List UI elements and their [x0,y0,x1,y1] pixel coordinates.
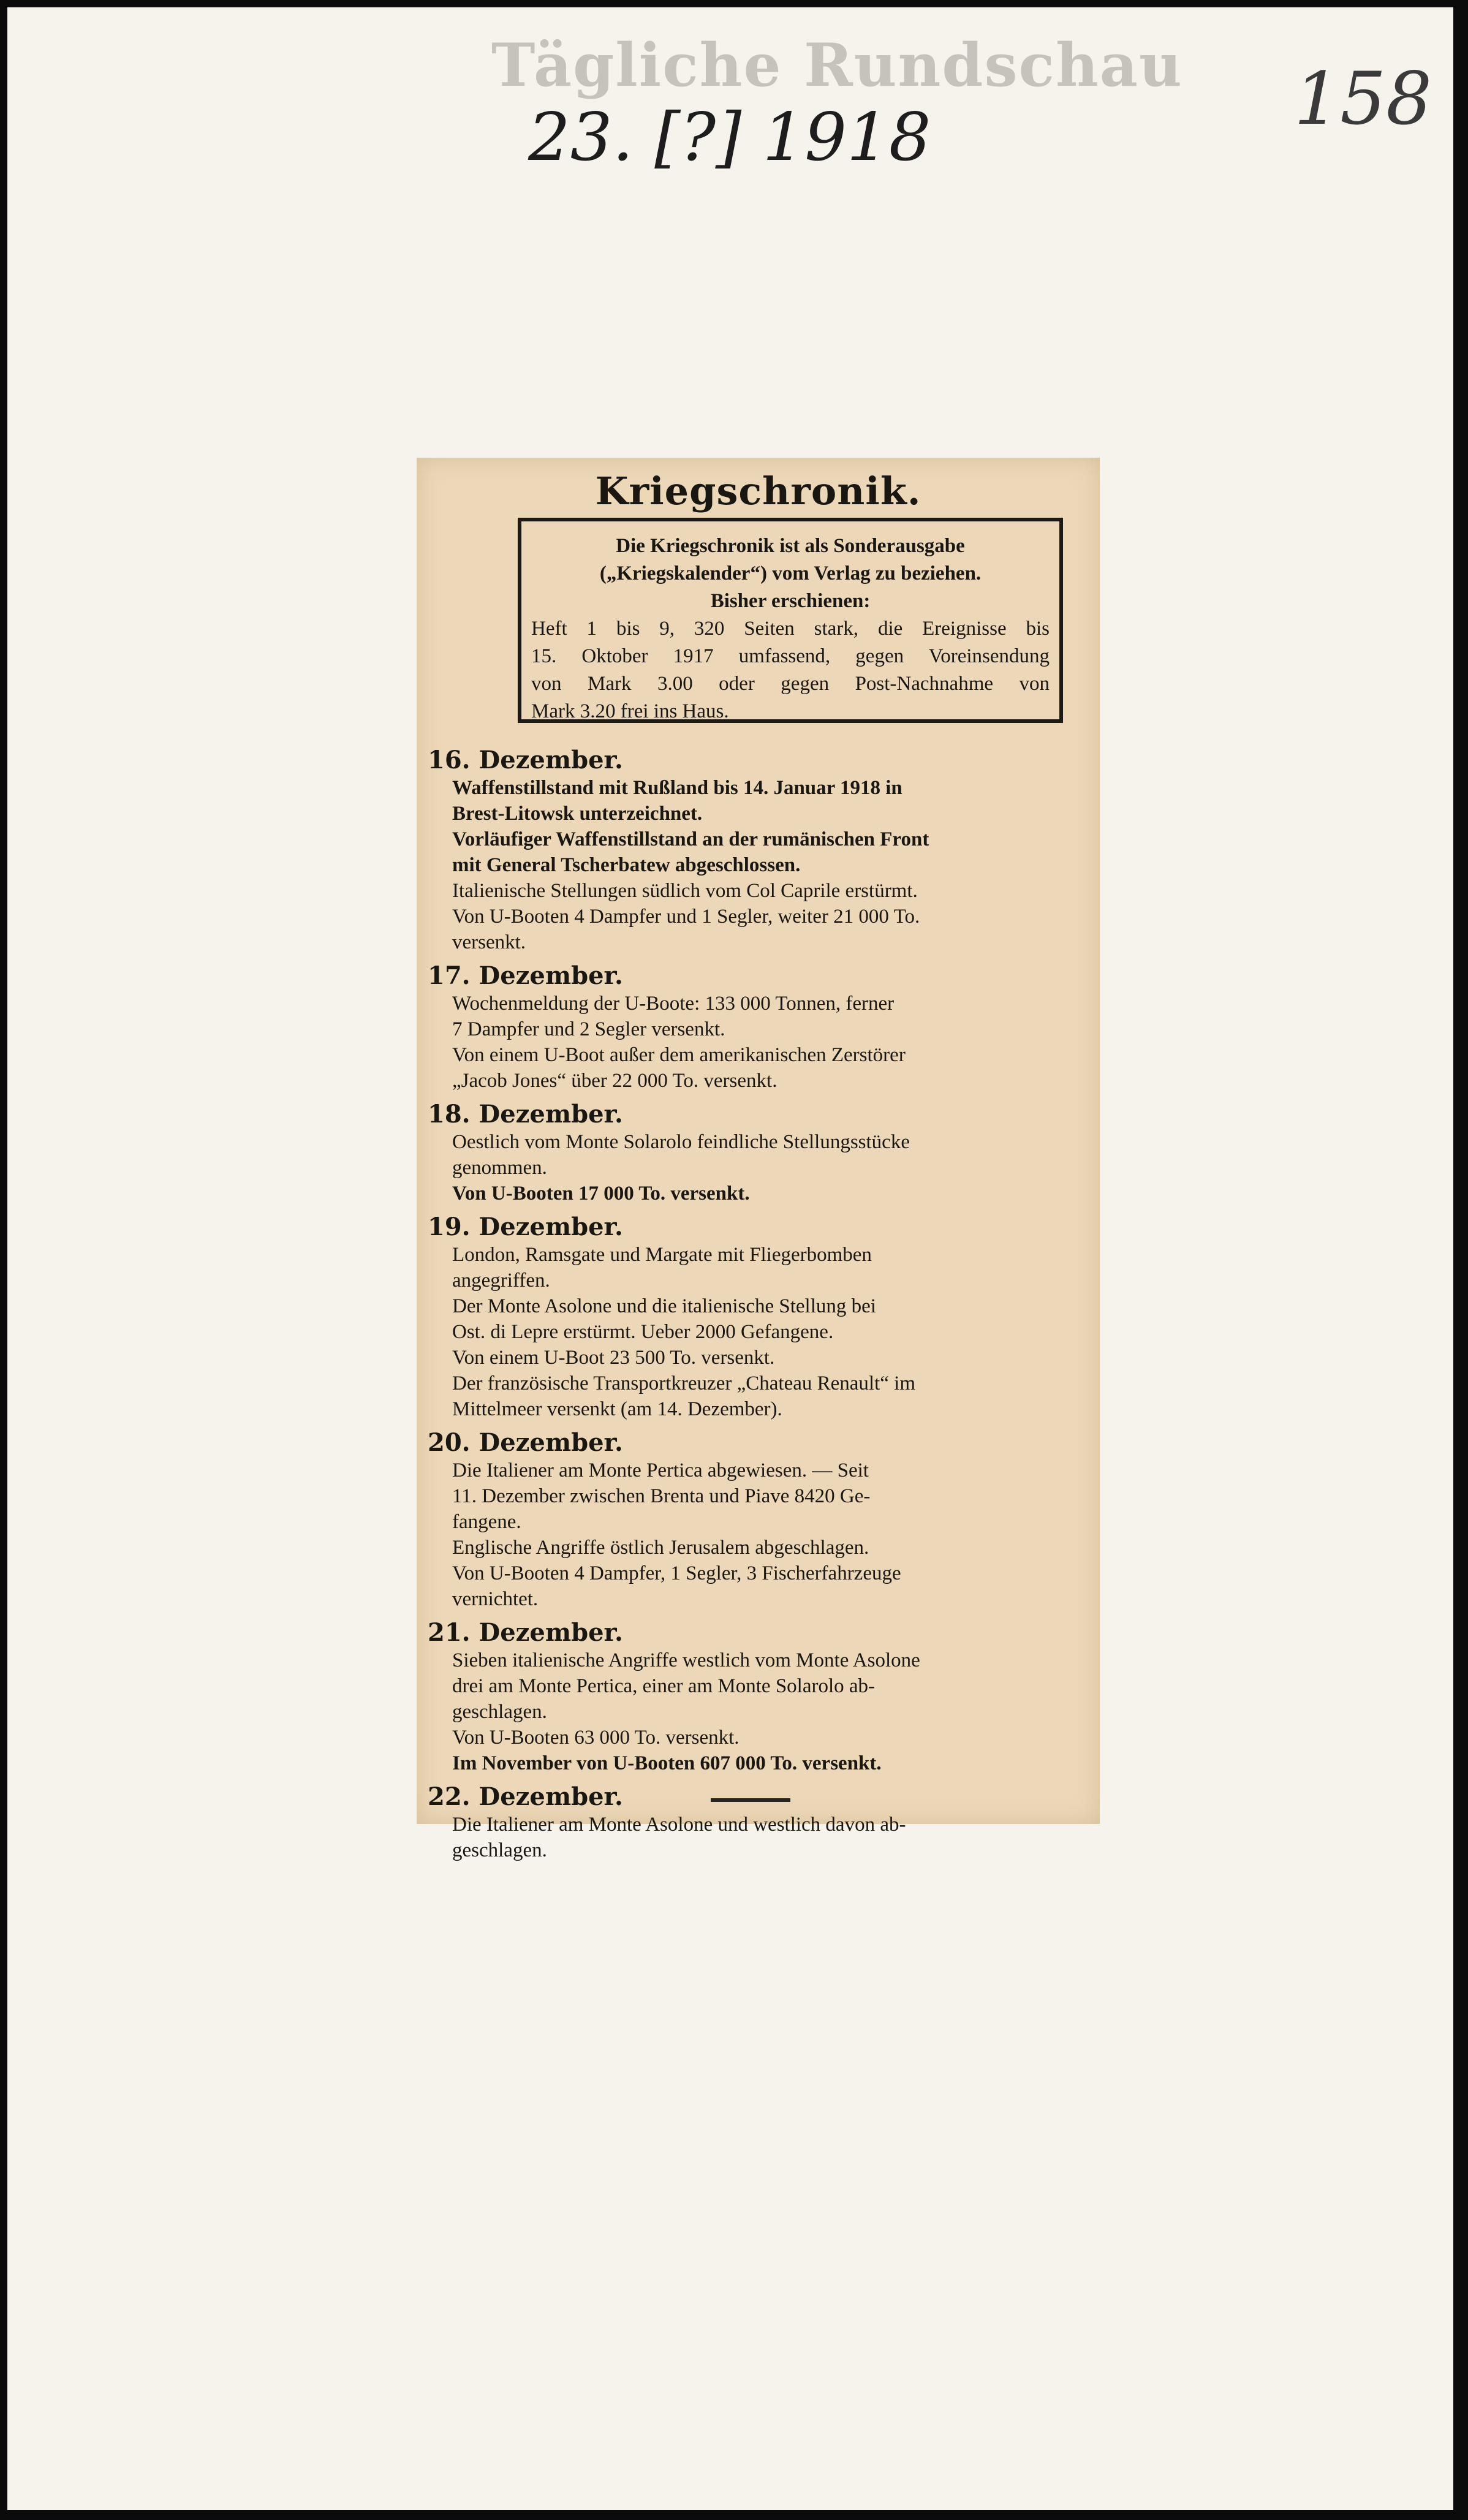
entry-line: 11. Dezember zwischen Brenta und Piave 8420 Ge- [452,1485,871,1507]
entry-line: Ost. di Lepre erstürmt. Ueber 2000 Gefangene. [452,1321,834,1343]
entry-line: Von U-Booten 4 Dampfer und 1 Segler, weiter 21 000 To. [452,906,920,928]
day-heading: 20. Dezember. [428,1428,623,1457]
entry-line: vernichtet. [452,1588,539,1610]
entry-line: Im November von U-Booten 607 000 To. versenkt. [452,1752,882,1774]
entry-line: Die Italiener am Monte Asolone und westlich davon ab- [452,1814,906,1836]
day-heading: 17. Dezember. [428,961,623,990]
notice-line: Mark 3.20 frei ins Haus. [531,700,729,722]
entry-line: geschlagen. [452,1839,547,1861]
entry-line: Die Italiener am Monte Pertica abgewiesen. — Seit [452,1459,869,1481]
entry-line: Oestlich vom Monte Solarolo feindliche Stellungsstücke [452,1131,910,1153]
entry-line: Englische Angriffe östlich Jerusalem abgeschlagen. [452,1537,869,1559]
entry-line: mit General Tscherbatew abgeschlossen. [452,854,801,876]
entry-line: versenkt. [452,931,526,953]
archive-sheet [7,7,1453,2510]
entry-line: 7 Dampfer und 2 Segler versenkt. [452,1018,725,1040]
entry-line: Wochenmeldung der U-Boote: 133 000 Tonnen, ferner [452,993,895,1015]
notice-line: Bisher erschienen: [710,590,871,612]
entry-line: Von einem U-Boot außer dem amerikanischen Zerstörer [452,1044,906,1066]
entry-line: Mittelmeer versenkt (am 14. Dezember). [452,1398,782,1420]
day-heading: 21. Dezember. [428,1618,623,1647]
end-rule [711,1798,790,1802]
entry-line: geschlagen. [452,1701,547,1723]
entry-line: Waffenstillstand mit Rußland bis 14. Januar 1918 in [452,777,902,799]
notice-line: Heft 1 bis 9, 320 Seiten stark, die Ereignisse bis [531,618,1050,640]
entry-line: genommen. [452,1157,547,1179]
day-heading: 19. Dezember. [428,1213,623,1241]
entry-line: Der französische Transportkreuzer „Chateau Renault“ im [452,1372,915,1394]
entry-line: Von U-Booten 4 Dampfer, 1 Segler, 3 Fischerfahrzeuge [452,1562,901,1584]
newspaper-stamp: Tägliche Rundschau [491,31,1183,100]
entry-line: drei am Monte Pertica, einer am Monte Solarolo ab- [452,1675,876,1697]
entry-line: Von einem U-Boot 23 500 To. versenkt. [452,1347,775,1369]
entry-line: Sieben italienische Angriffe westlich vom Monte Asolone [452,1649,920,1671]
entry-line: Italienische Stellungen südlich vom Col Caprile erstürmt. [452,880,918,902]
notice-line: („Kriegskalender“) vom Verlag zu beziehen. [599,562,982,585]
entry-line: Brest-Litowsk unterzeichnet. [452,803,703,825]
notice-line: Die Kriegschronik ist als Sonderausgabe [616,535,965,557]
day-heading: 16. Dezember. [428,746,623,774]
entry-line: „Jacob Jones“ über 22 000 To. versenkt. [452,1070,778,1092]
handwritten-page-number: 158 [1294,56,1432,141]
notice-box [518,518,1063,723]
chronicle-entries [428,740,1083,1863]
entry-line: fangene. [452,1511,521,1533]
day-heading: 22. Dezember. [428,1782,623,1811]
entry-line: London, Ramsgate und Margate mit Fliegerbomben [452,1244,872,1266]
newspaper-clipping [417,458,1100,1861]
day-heading: 18. Dezember. [428,1100,623,1129]
entry-line: Der Monte Asolone und die italienische Stellung bei [452,1295,876,1317]
notice-line: von Mark 3.00 oder gegen Post-Nachnahme von [531,673,1050,695]
entry-line: Vorläufiger Waffenstillstand an der rumänischen Front [452,828,929,850]
entry-line: angegriffen. [452,1269,550,1292]
entry-line: Von U-Booten 17 000 To. versenkt. [452,1182,750,1205]
handwritten-date: 23. [?] 1918 [528,99,931,176]
clipping-title: Kriegschronik. [595,469,921,513]
notice-line: 15. Oktober 1917 umfassend, gegen Voreinsendung [531,645,1050,667]
entry-line: Von U-Booten 63 000 To. versenkt. [452,1727,740,1749]
